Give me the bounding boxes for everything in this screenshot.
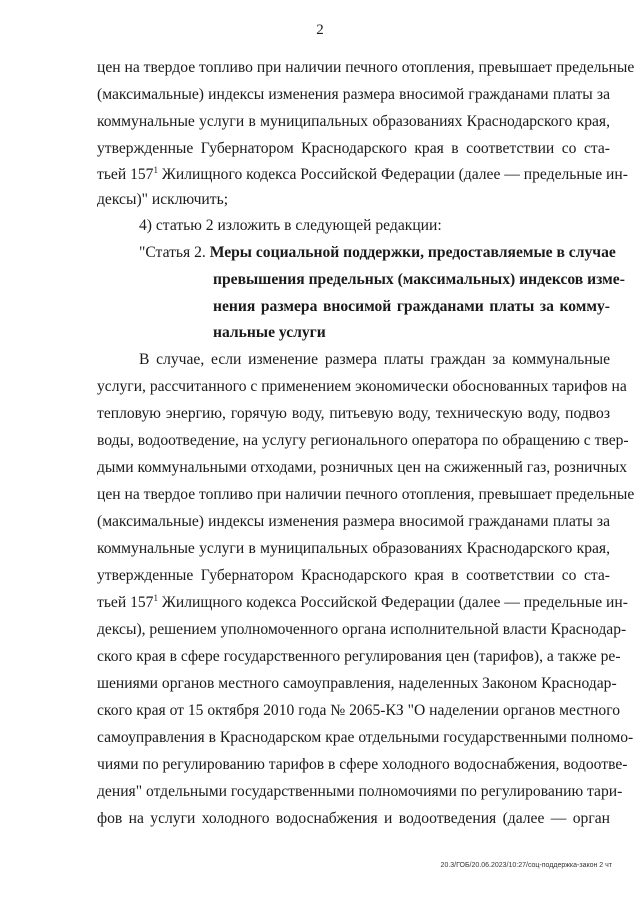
text-line: коммунальные услуги в муниципальных образованиях Краснодарского края,: [97, 113, 610, 130]
document-footer: 20.3/ГОБ/20.06.2023/10:27/соц-поддержка-закон 2 чт: [440, 862, 612, 869]
text-line: (максимальные) индексы изменения размера вносимой гражданами платы за: [97, 86, 610, 103]
text-line: цен на твердое топливо при наличии печного отопления, превышает предельные: [97, 486, 635, 503]
page-number: 2: [316, 22, 324, 38]
text-line: дексы), решением уполномоченного органа исполнительной власти Краснодар-: [97, 621, 627, 638]
text-line: (максимальные) индексы изменения размера вносимой гражданами платы за: [97, 513, 610, 530]
article-label: "Статья 2.: [139, 244, 210, 261]
paragraph-first-line: В случае, если изменение размера платы граждан за коммунальные: [139, 351, 610, 368]
text-line: цен на твердое топливо при наличии печного отопления, превышает предельные: [97, 59, 635, 76]
article-title-line: нения размера вносимой гражданами платы за комму-: [213, 298, 610, 315]
text-line: воды, водоотведение, на услугу регионального оператора по обращению с твер-: [97, 432, 629, 449]
text-line: коммунальные услуги в муниципальных образованиях Краснодарского края,: [97, 540, 610, 557]
text-line: тепловую энергию, горячую воду, питьевую воду, техническую воду, подвоз: [97, 405, 610, 422]
text-line: дексы)" исключить;: [97, 191, 229, 208]
text-fragment: Жилищного кодекса Российской Федерации (далее — предельные ин-: [157, 166, 628, 183]
text-fragment: тьей 157: [97, 594, 154, 611]
superscript: 1: [153, 165, 158, 175]
text-line: самоуправления в Краснодарском крае отдельными государственными полномо-: [97, 729, 634, 746]
text-line: шениями органов местного самоуправления, наделенных Законом Краснодар-: [97, 675, 617, 692]
text-line-article-157: [97, 593, 628, 613]
article-heading-line: [139, 243, 616, 263]
article-title-line: превышения предельных (максимальных) индексов изме-: [213, 271, 625, 288]
text-line: фов на услуги холодного водоснабжения и водоотведения (далее — орган: [97, 810, 610, 827]
article-title-line: нальные услуги: [213, 324, 326, 341]
text-line: дыми коммунальными отходами, розничных цен на сжиженный газ, розничных: [97, 459, 627, 476]
text-line: чиями по регулированию тарифов в сфере холодного водоснабжения, водоотве-: [97, 756, 628, 773]
superscript: 1: [153, 593, 158, 603]
text-line: дения" отдельными государственными полномочиями по регулированию тари-: [97, 783, 623, 800]
article-title: Меры социальной поддержки, предоставляемые в случае: [209, 244, 616, 261]
text-line: услуги, рассчитанного с применением экономически обоснованных тарифов на: [97, 378, 627, 395]
list-item-4: 4) статью 2 изложить в следующей редакции:: [139, 217, 442, 234]
text-line: утвержденные Губернатором Краснодарского края в соответствии со ста-: [97, 567, 610, 584]
text-line: ского края в сфере государственного регулирования цен (тарифов), а также ре-: [97, 648, 621, 665]
text-fragment: тьей 157: [97, 166, 154, 183]
text-fragment: Жилищного кодекса Российской Федерации (далее — предельные ин-: [157, 594, 628, 611]
text-line: ского края от 15 октября 2010 года № 2065-КЗ "О наделении органов местного: [97, 702, 621, 719]
text-line-article-157: [97, 165, 628, 185]
text-line: утвержденные Губернатором Краснодарского края в соответствии со ста-: [97, 140, 610, 157]
